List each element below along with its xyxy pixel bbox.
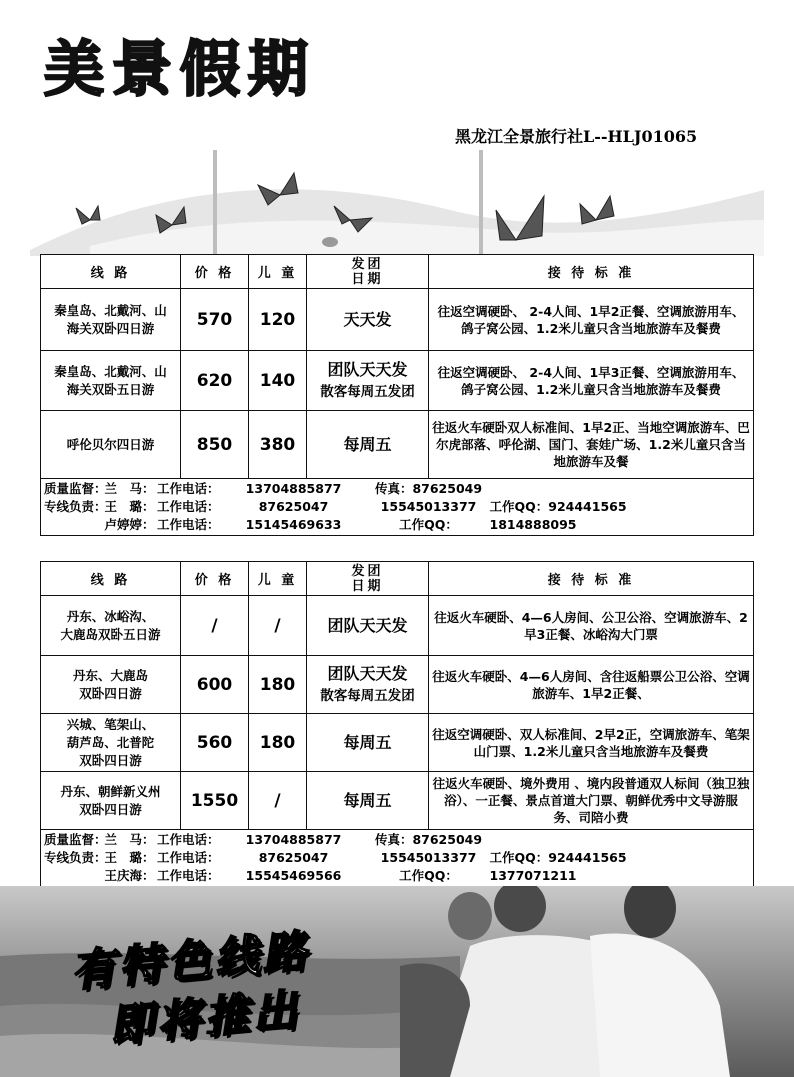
header-standard: 接 待 标 准 (429, 255, 754, 289)
table-row (41, 596, 754, 656)
route-name: 兴城、笔架山、 葫芦岛、北普陀 双卧四日游 (41, 714, 181, 772)
header-price: 价 格 (181, 562, 249, 596)
table-row (41, 351, 754, 411)
route-name: 丹东、大鹿岛 双卧四日游 (41, 656, 181, 714)
price-value: / (181, 596, 249, 656)
header-route: 线 路 (41, 562, 181, 596)
route-name: 秦皇岛、北戴河、山 海关双卧四日游 (41, 289, 181, 351)
header-child: 儿 童 (249, 255, 307, 289)
departure-value: 每周五 (307, 714, 429, 772)
price-value: 600 (181, 656, 249, 714)
header-route: 线 路 (41, 255, 181, 289)
price-value: 1550 (181, 772, 249, 830)
price-value: 620 (181, 351, 249, 411)
departure-value: 团队天天发 散客每周五发团 (307, 656, 429, 714)
header-departure: 发团 日期 (307, 562, 429, 596)
contact-info (41, 479, 754, 536)
contact-line: 王庆海： 工作电话： 15545469566 工作QQ： 1377071211 (104, 868, 577, 883)
table-row (41, 714, 754, 772)
child-price-value: / (249, 772, 307, 830)
contact-line: 专线负责： 王 璐： 工作电话： 87625047 15545013377 工作QQ：924441565 (44, 499, 627, 514)
contact-line: 质量监督： 兰 马： 工作电话： 13704885877 传真：87625049 (44, 832, 483, 847)
header-standard: 接 待 标 准 (429, 562, 754, 596)
promo-line-2: 即将推出 (106, 984, 303, 1053)
header-departure: 发团 日期 (307, 255, 429, 289)
route-name: 秦皇岛、北戴河、山 海关双卧五日游 (41, 351, 181, 411)
service-standard: 往返空调硬卧、 2-4人间、1早3正餐、空调旅游用车、鸽子窝公园、1.2米儿童只含当地旅游车及餐费 (429, 351, 754, 411)
departure-value: 天天发 (307, 289, 429, 351)
route-name: 丹东、朝鲜新义州 双卧四日游 (41, 772, 181, 830)
contact-row (41, 830, 754, 887)
contact-line: 专线负责： 王 璐： 工作电话： 87625047 15545013377 工作QQ：924441565 (44, 850, 627, 865)
price-value: 850 (181, 411, 249, 479)
departure-value: 团队天天发 散客每周五发团 (307, 351, 429, 411)
contact-info (41, 830, 754, 887)
child-price-value: 380 (249, 411, 307, 479)
table-row (41, 411, 754, 479)
contact-line: 卢婷婷： 工作电话： 15145469633 工作QQ： 1814888095 (104, 517, 577, 532)
child-price-value: 120 (249, 289, 307, 351)
price-value: 570 (181, 289, 249, 351)
child-price-value: 180 (249, 714, 307, 772)
table-header-row (41, 255, 754, 289)
header-price: 价 格 (181, 255, 249, 289)
child-price-value: 140 (249, 351, 307, 411)
butterfly-decoration (30, 150, 764, 256)
service-standard: 往返火车硬卧、4—6人房间、公卫公浴、空调旅游车、2早3正餐、冰峪沟大门票 (429, 596, 754, 656)
child-price-value: 180 (249, 656, 307, 714)
contact-row (41, 479, 754, 536)
service-standard: 往返火车硬卧、境外费用 、境内段普通双人标间（独卫独浴）、一正餐、景点首道大门票、朝鲜优秀中文导游服务、司陪小费 (429, 772, 754, 830)
table-header-row (41, 562, 754, 596)
route-table-2 (40, 561, 754, 887)
table-row (41, 772, 754, 830)
table-row (41, 289, 754, 351)
service-standard: 往返火车硬卧、4—6人房间、含往返船票公卫公浴、空调旅游车、1早2正餐、 (429, 656, 754, 714)
promo-line-1: 有特色线路 (68, 925, 313, 998)
departure-value: 每周五 (307, 772, 429, 830)
agency-name: 黑龙江全景旅行社L--HLJ01065 (455, 127, 698, 146)
service-standard: 往返空调硬卧、双人标准间、2早2正，空调旅游车、笔架山门票、1.2米儿童只含当地旅游车及餐费 (429, 714, 754, 772)
route-name: 呼伦贝尔四日游 (41, 411, 181, 479)
route-table-1 (40, 254, 754, 536)
route-name: 丹东、冰峪沟、 大鹿岛双卧五日游 (41, 596, 181, 656)
child-price-value: / (249, 596, 307, 656)
service-standard: 往返空调硬卧、 2-4人间、1早2正餐、空调旅游用车、鸽子窝公园、1.2米儿童只含当地旅游车及餐费 (429, 289, 754, 351)
header-child: 儿 童 (249, 562, 307, 596)
price-value: 560 (181, 714, 249, 772)
contact-line: 质量监督： 兰 马： 工作电话： 13704885877 传真：87625049 (44, 481, 483, 496)
departure-value: 每周五 (307, 411, 429, 479)
table-row (41, 656, 754, 714)
service-standard: 往返火车硬卧双人标准间、1早2正、当地空调旅游车、巴尔虎部落、呼伦湖、国门、套娃广场、1.2米儿童只含当地旅游车及餐 (429, 411, 754, 479)
page-title: 美景假期 (44, 35, 316, 105)
departure-value: 团队天天发 (307, 596, 429, 656)
